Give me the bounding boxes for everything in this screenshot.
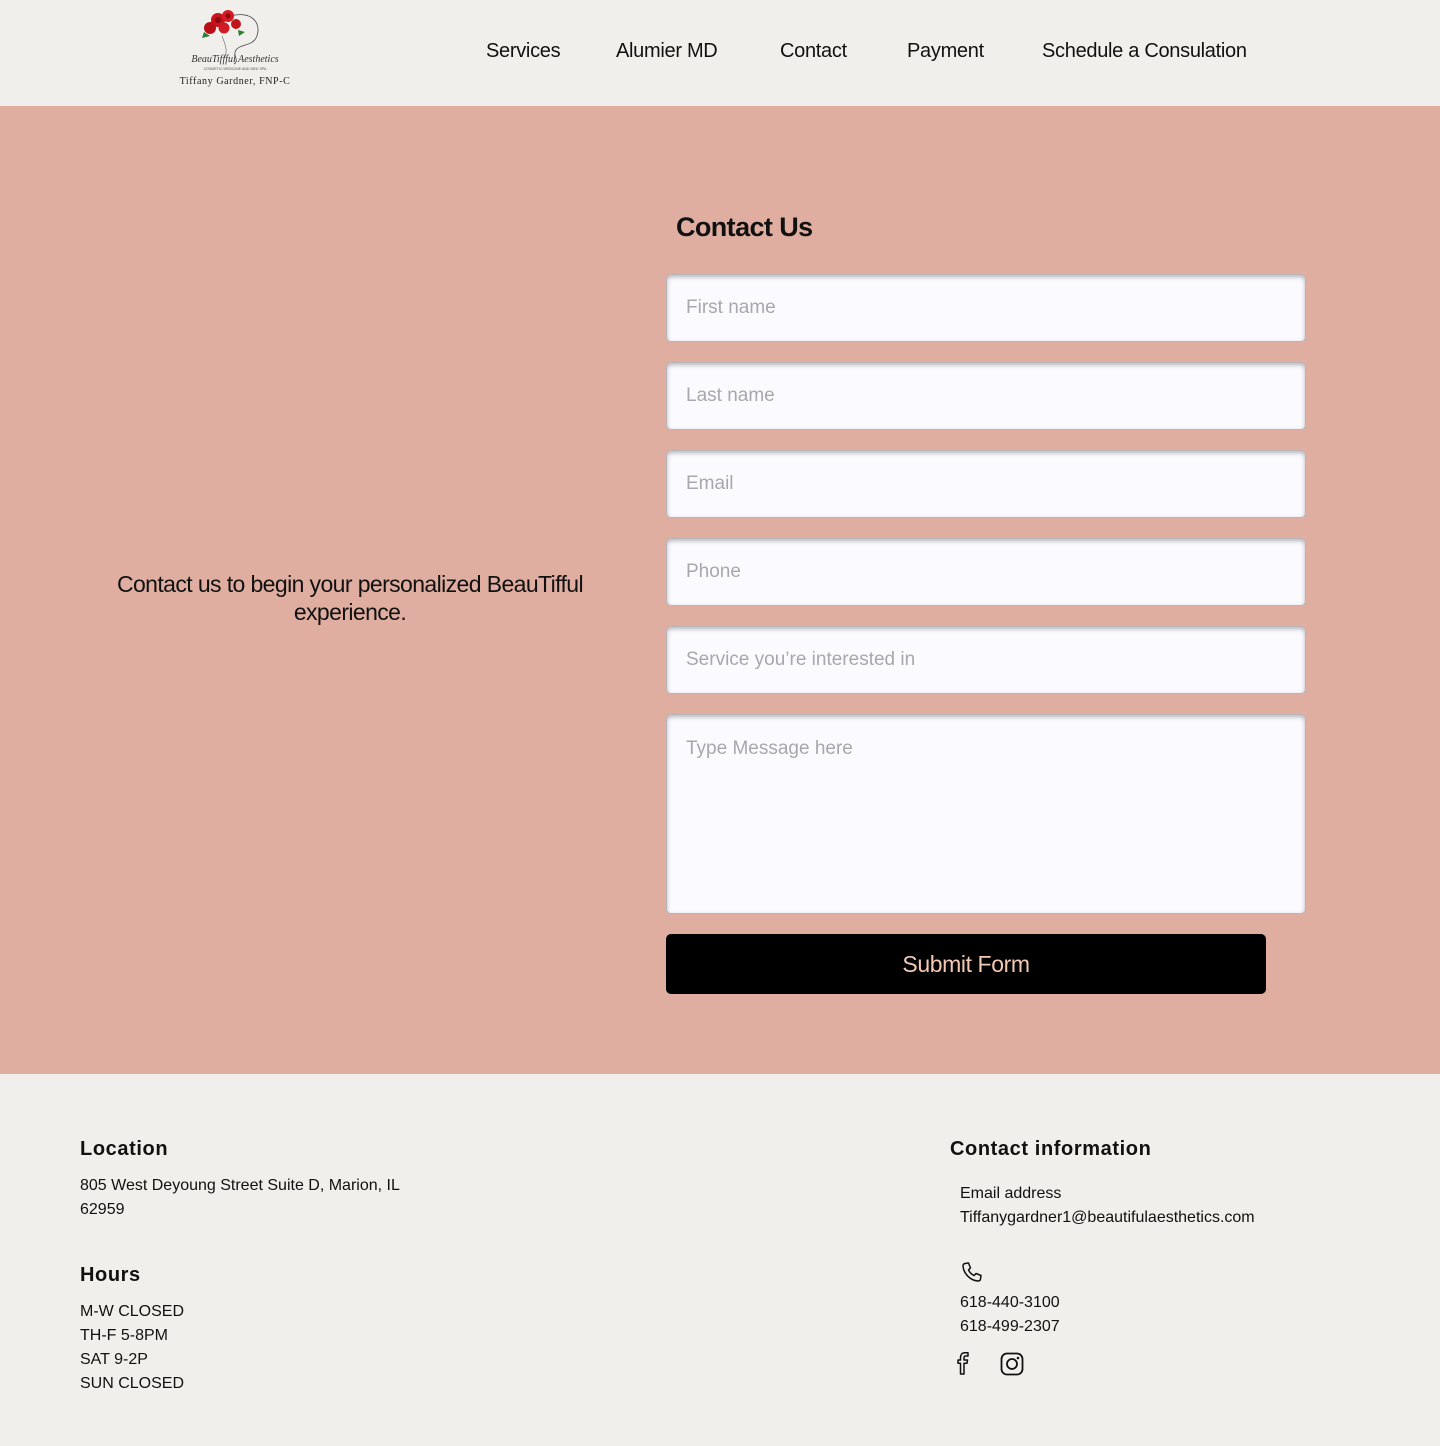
hours-item: SUN CLOSED [80,1375,185,1392]
main-nav [0,40,1440,70]
address-line-2: 62959 [80,1201,125,1218]
phone-number-1[interactable]: 618-440-3100 [960,1294,1060,1311]
location-heading: Location [80,1138,169,1160]
hours-item: M-W CLOSED [80,1303,184,1320]
nav-payment[interactable]: Payment [907,40,984,62]
hours-heading: Hours [80,1264,141,1286]
instagram-icon[interactable] [1000,1352,1024,1376]
hours-item: SAT 9-2P [80,1351,148,1368]
svg-text:BeauTiffful Aesthetics: BeauTiffful Aesthetics [191,54,279,65]
email-label: Email address [960,1185,1062,1202]
site-header [0,0,1440,106]
contact-info-heading: Contact information [950,1138,1152,1160]
facebook-icon[interactable] [952,1352,974,1376]
phone-icon [960,1260,984,1284]
form-title: Contact Us [676,212,813,242]
nav-services[interactable]: Services [486,40,561,62]
svg-text:COSMETIC MEDICINE AND MED SPA: COSMETIC MEDICINE AND MED SPA [203,67,267,71]
nav-schedule-consultation[interactable]: Schedule a Consulation [1042,40,1247,62]
message-textarea[interactable] [666,714,1306,914]
nav-contact[interactable]: Contact [780,40,847,62]
site-footer [0,1074,1440,1446]
contact-tagline: Contact us to begin your personalized BeauTifful experience. [116,571,583,625]
service-input[interactable] [666,626,1306,694]
logo-caption: Tiffany Gardner, FNP-C [179,76,291,87]
contact-section [0,106,1440,1074]
email-link[interactable]: Tiffanygardner1@beautifulaesthetics.com [960,1209,1255,1226]
nav-alumier-md[interactable]: Alumier MD [616,40,718,62]
phone-number-2[interactable]: 618-499-2307 [960,1318,1060,1335]
hours-item: TH-F 5-8PM [80,1327,168,1344]
address-line-1: 805 West Deyoung Street Suite D, Marion, IL [80,1177,400,1194]
first-name-input[interactable] [666,274,1306,342]
submit-form-button[interactable]: Submit Form [666,934,1266,994]
last-name-input[interactable] [666,362,1306,430]
phone-input[interactable] [666,538,1306,606]
email-input[interactable] [666,450,1306,518]
